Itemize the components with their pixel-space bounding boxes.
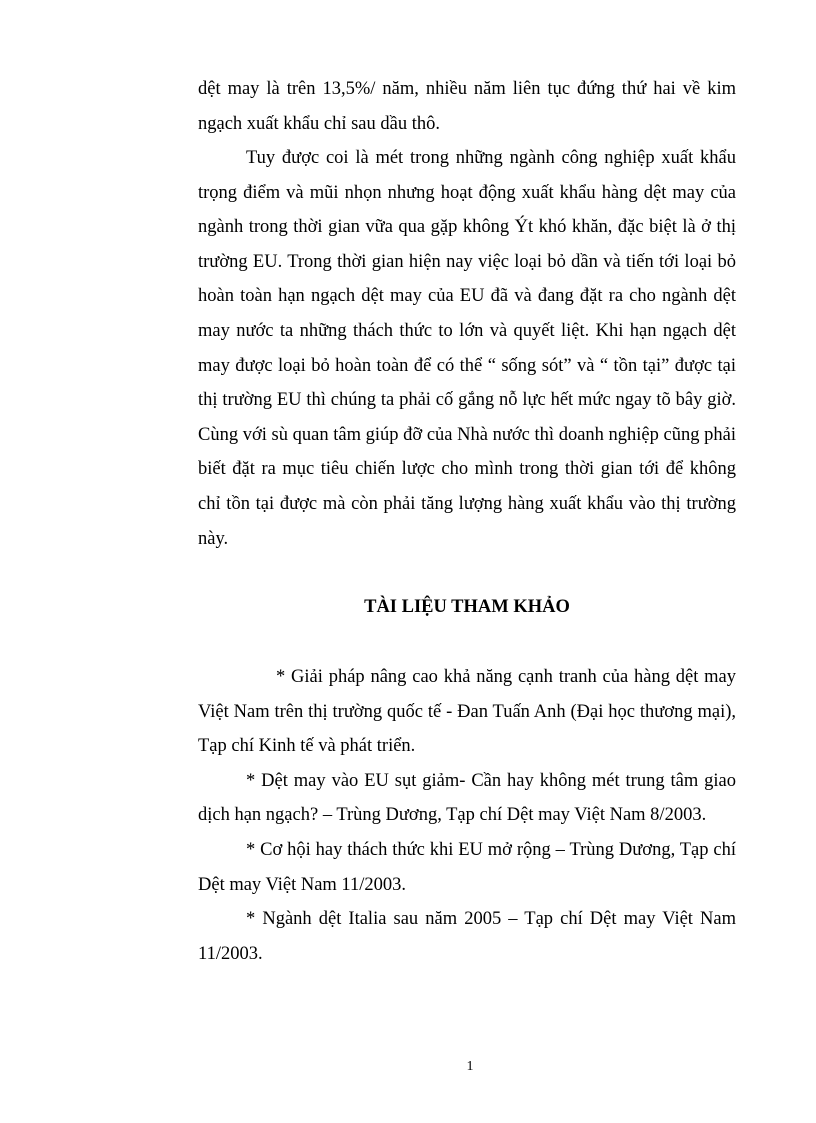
reference-item: * Ngành dệt Italia sau năm 2005 – Tạp chí Dệt may Việt Nam 11/2003. bbox=[198, 909, 736, 964]
reference-item: * Cơ hội hay thách thức khi EU mở rộng – Trùng Dương, Tạp chí Dệt may Việt Nam 11/2003. bbox=[198, 839, 736, 895]
references-list bbox=[198, 660, 736, 971]
reference-item: * Giải pháp nâng cao khả năng cạnh tranh của hàng dệt may Việt Nam trên thị trường quốc tế - Đan Tuấn Anh (Đại học thương mại), Tạp chí Kinh tế và phát triển. bbox=[198, 667, 736, 757]
references-heading: TÀI LIỆU THAM KHẢO bbox=[364, 597, 570, 617]
reference-item: * Dệt may vào EU sụt giảm- Cần hay không mét trung tâm giao dịch hạn ngạch? – Trùng Dương, Tạp chí Dệt may Việt Nam 8/2003. bbox=[198, 770, 736, 826]
body-paragraph-eu-market: Tuy được coi là mét trong những ngành công nghiệp xuất khẩu trọng điểm và mũi nhọn nhưng hoạt động xuất khẩu hàng dệt may của ngành trong thời gian vữa qua gặp không Ýt khó khăn, đặc biệt là ở thị trường EU. Trong thời gian hiện nay việc loại bỏ dần và tiến tới loại bỏ hoàn toàn hạn ngạch dệt may của EU đã và đang đặt ra cho ngành dệt may nước ta những thách thức to lớn và quyết liệt. Khi hạn ngạch dệt may được loại bỏ hoàn toàn để có thể “ sống sót” và “ tồn tại” được tại thị trường EU thì chúng ta phải cố gắng nỗ lực hết mức ngay tõ bây giờ. Cùng với sù quan tâm giúp đỡ của Nhà nước thì doanh nghiệp cũng phải biết đặt ra mục tiêu chiến lược cho mình trong thời gian tới để không chỉ tồn tại được mà còn phải tăng lượng hàng xuất khẩu vào thị trường này. bbox=[198, 148, 736, 549]
body-paragraph-continuation: dệt may là trên 13,5%/ năm, nhiều năm liên tục đứng thứ hai về kim ngạch xuất khẩu chỉ sau dầu thô. bbox=[198, 79, 736, 134]
page-number: 1 bbox=[466, 1059, 474, 1074]
